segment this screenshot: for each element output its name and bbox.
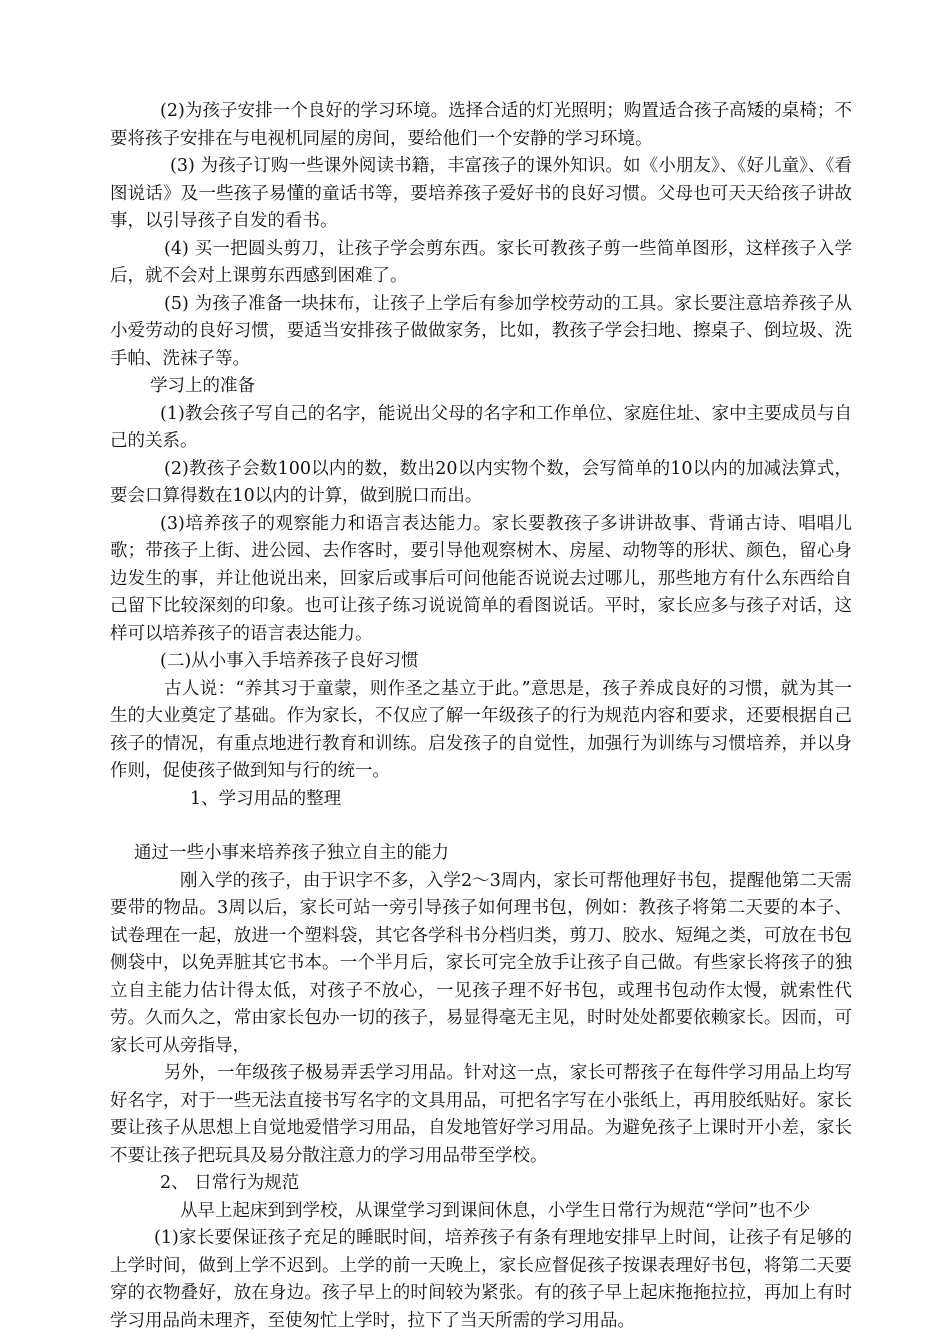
paragraph-extracurricular-books: (3) 为孩子订购一些课外阅读书籍，丰富孩子的课外知识。如《小朋友》、《好儿童》、《看图说话》及一些孩子易懂的童话书等，要培养孩子爱好书的良好习惯。父母也可天天给孩子讲故事，以引导孩子自发的看书。: [110, 156, 852, 231]
paragraph-observation-language: (3)培养孩子的观察能力和语言表达能力。家长要教孩子多讲讲故事、背诵古诗、唱唱儿歌；带孩子上街、进公园、去作客时，要引导他观察树木、房屋、动物等的形状、颜色，留心身边发生的事，并让他说出来，回家后或事后可问他能否说说去过哪儿，那些地方有什么东西给自己留下比较深刻的印象。也可让孩子练习说说简单的看图说话。平时，家长应多与孩子对话，这样可以培养孩子的语言表达能力。: [110, 513, 852, 644]
paragraph-cleaning-cloth: (5) 为孩子准备一块抹布，让孩子上学后有参加学校劳动的工具。家长要注意培养孩子从小爱劳动的良好习惯，要适当安排孩子做做家务，比如，教孩子学会扫地、擦桌子、倒垃圾、洗手帕、洗袜子等。: [110, 293, 852, 369]
paragraph-morning-to-school: 从早上起床到到学校，从课堂学习到课间休息，小学生日常行为规范“学问”也不少: [180, 1200, 811, 1221]
heading-independence: 通过一些小事来培养孩子独立自主的能力: [134, 843, 449, 863]
paragraph-schoolbag: 刚入学的孩子，由于识字不多，入学2～3周内，家长可帮他理好书包，提醒他第二天需要带的物品。3周以后，家长可站一旁引导孩子如何理书包，例如：教孩子将第二天要的本子、试卷理在一起，放进一个塑料袋，其它各学科书分档归类，剪刀、胶水、短绳之类，可放在书包侧袋中，以免弄脏其它书本。一个半月后，家长可完全放手让孩子自己做。有些家长将孩子的独立自主能力估计得太低，对孩子不放心，一见孩子理不好书包，或理书包动作太慢，就索性代劳。久而久之，常由家长包办一切的孩子，易显得毫无主见，时时处处都要依赖家长。因而，可家长可从旁指导，: [110, 870, 852, 1056]
heading-school-supplies: 1、学习用品的整理: [190, 788, 342, 809]
heading-daily-behavior: 2、 日常行为规范: [160, 1173, 300, 1193]
paragraph-sleep-time: (1)家长要保证孩子充足的睡眠时间，培养孩子有条有理地安排早上时间，让孩子有足够的上学时间，做到上学不迟到。上学的前一天晚上，家长应督促孩子按课表理好书包，将第二天要穿的衣物叠好，放在身边。孩子早上的时间较为紧张。有的孩子早上起床拖拖拉拉，再加上有时学习用品尚未理齐，至使匆忙上学时，拉下了当天所需的学习用品。: [110, 1228, 852, 1331]
paragraph-study-environment: (2)为孩子安排一个良好的学习环境。选择合适的灯光照明；购置适合孩子高矮的桌椅；不要将孩子安排在与电视机同屋的房间，要给他们一个安静的学习环境。: [110, 101, 852, 149]
blank-line: [110, 813, 852, 840]
heading-good-habits: (二)从小事入手培养孩子良好习惯: [160, 651, 419, 671]
paragraph-write-name: (1)教会孩子写自己的名字，能说出父母的名字和工作单位、家庭住址、家中主要成员与自己的关系。: [110, 403, 852, 451]
paragraph-lost-supplies: 另外，一年级孩子极易弄丢学习用品。针对这一点，家长可帮孩子在每件学习用品上均写好名字，对于一些无法直接书写名字的文具用品，可把名字写在小张纸上，再用胶纸贴好。家长要让孩子从思想上自觉地爱惜学习用品，自发地管好学习用品。为避免孩子上课时开小差，家长不要让孩子把玩具及易分散注意力的学习用品带至学校。: [110, 1063, 852, 1166]
paragraph-round-scissors: (4) 买一把圆头剪刀，让孩子学会剪东西。家长可教孩子剪一些简单图形，这样孩子入学后，就不会对上课剪东西感到困难了。: [110, 238, 852, 286]
document-page: [110, 98, 852, 1335]
heading-study-preparation: 学习上的准备: [150, 376, 255, 396]
paragraph-counting: (2)教孩子会数100以内的数，数出20以内实物个数，会写简单的10以内的加减法算式，要会口算得数在10以内的计算，做到脱口而出。: [110, 458, 852, 506]
paragraph-ancient-saying: 古人说：“养其习于童蒙，则作圣之基立于此。”意思是，孩子养成良好的习惯，就为其一生的大业奠定了基础。作为家长，不仅应了解一年级孩子的行为规范内容和要求，还要根据自己孩子的情况，有重点地进行教育和训练。启发孩子的自觉性，加强行为训练与习惯培养，并以身作则，促使孩子做到知与行的统一。: [110, 678, 852, 781]
